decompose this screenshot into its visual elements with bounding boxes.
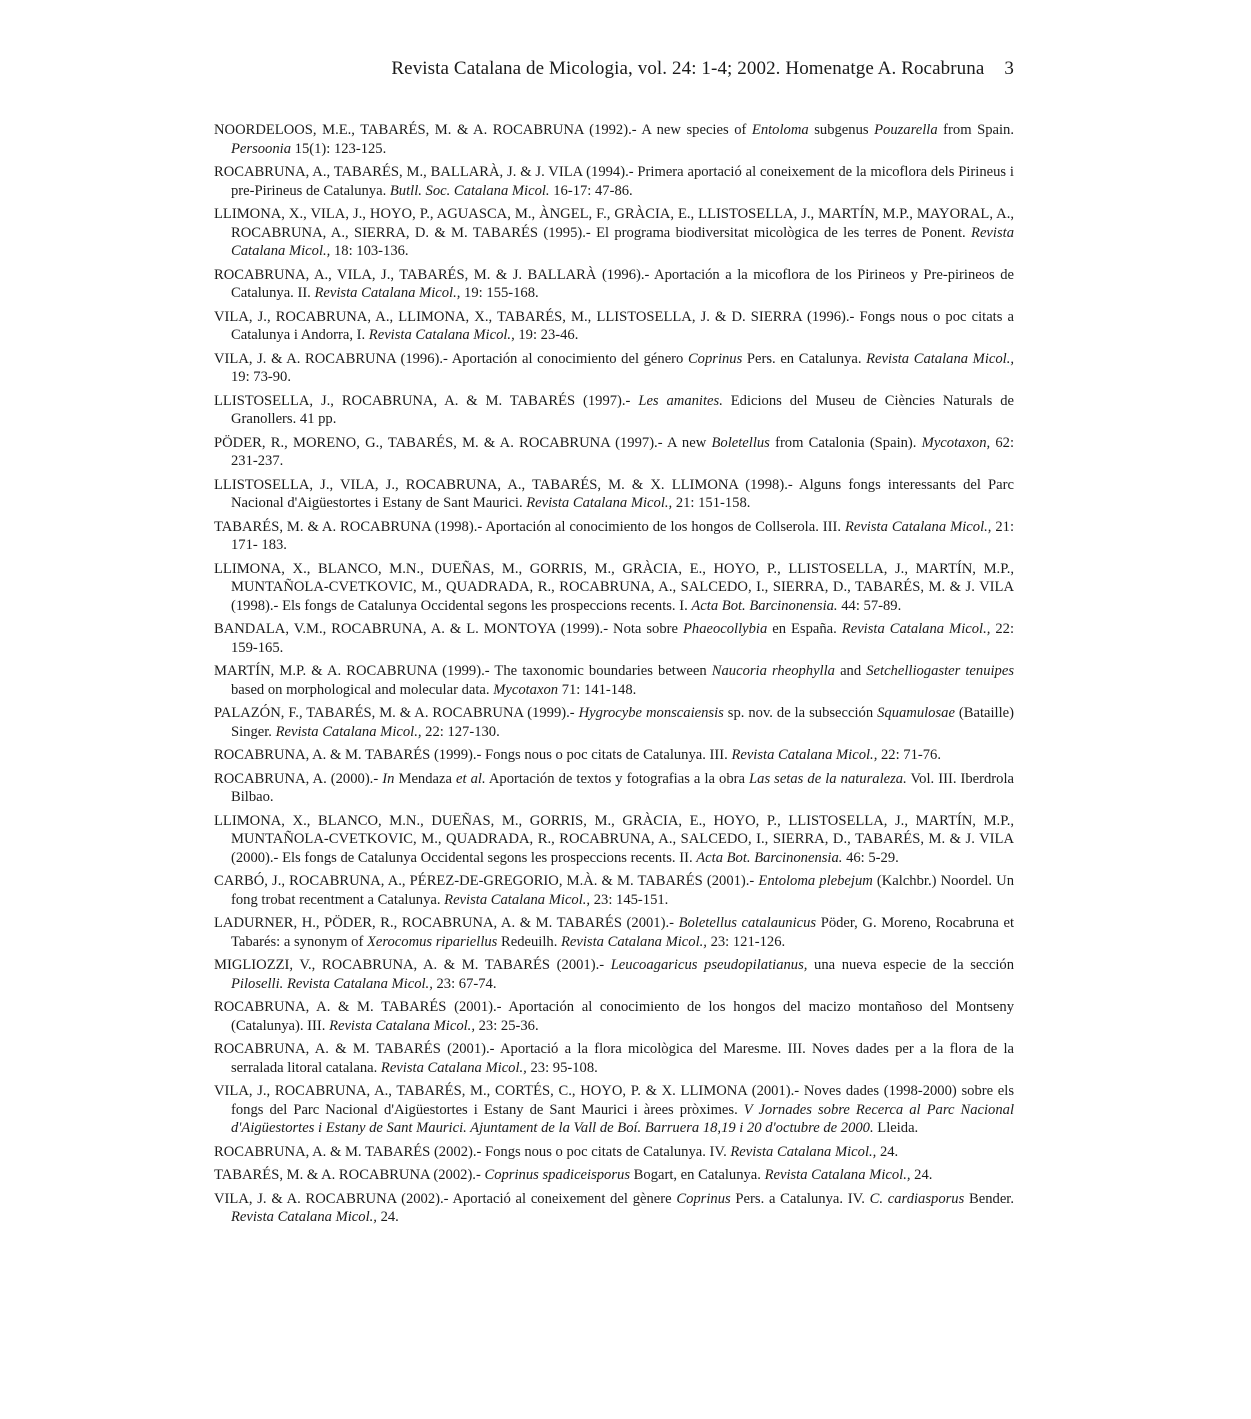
reference-text: ROCABRUNA, A. & M. TABARÉS (2001).- Aportación al conocimiento de los hongos del macizo montañoso del Montseny (Catalunya). III. bbox=[214, 999, 1014, 1034]
reference-entry bbox=[214, 560, 1014, 616]
reference-text: VILA, J., ROCABRUNA, A., TABARÉS, M., CORTÉS, C., HOYO, P. & X. LLIMONA (2001).- Noves dades (1998-2000) sobre els fongs del Parc Nacional d'Aigüestortes i Estany de Sant Maurici i àrees pròximes. bbox=[214, 1083, 1014, 1118]
reference-italic-text: Revista Catalana Micol., bbox=[380, 1059, 527, 1076]
reference-text: LLIMONA, X., BLANCO, M.N., DUEÑAS, M., GORRIS, M., GRÀCIA, E., HOYO, P., LLISTOSELLA, J., MARTÍN, M.P., MUNTAÑOLA-CVETKOVIC, M., QUADRADA, R., ROCABRUNA, A., SALCEDO, I., SIERRA, D., TABARÉS, M. & J. VILA (2000).- Els fongs de Catalunya Occidental segons les prospeccions recents. II. bbox=[214, 812, 1014, 866]
reference-text: from Spain. bbox=[937, 122, 1014, 138]
reference-text: ROCABRUNA, A., VILA, J., TABARÉS, M. & J. BALLARÀ (1996).- Aportación a la micoflora de los Pirineos y Pre-pirineos de Catalunya. II. bbox=[214, 266, 1014, 301]
reference-entry bbox=[214, 620, 1014, 657]
reference-text: 22: 127-130. bbox=[421, 723, 500, 740]
reference-italic-text: Revista Catalana Micol., bbox=[314, 285, 461, 301]
reference-text: 23: 25-36. bbox=[474, 1017, 539, 1034]
reference-italic-text: In bbox=[382, 770, 395, 787]
reference-text: based on morphological and molecular data. bbox=[231, 681, 494, 698]
reference-text: 24. bbox=[376, 1209, 399, 1225]
reference-entry bbox=[214, 746, 1014, 765]
reference-text: LLISTOSELLA, J., VILA, J., ROCABRUNA, A., TABARÉS, M. & X. LLIMONA (1998).- Alguns fongs interessants del Parc Nacional d'Aigüestortes i Estany de Sant Maurici. bbox=[214, 476, 1014, 511]
page-number: 3 bbox=[1004, 58, 1014, 79]
reference-text: ROCABRUNA, A. & M. TABARÉS (2002).- Fongs nous o poc citats de Catalunya. IV. bbox=[214, 1143, 731, 1160]
reference-italic-text: Mycotaxon, bbox=[921, 434, 991, 451]
reference-entry bbox=[214, 350, 1014, 387]
reference-italic-text: Revista Catalana Micol., bbox=[730, 1143, 877, 1160]
reference-italic-text: Entoloma plebejum bbox=[758, 873, 873, 889]
reference-text: 23: 95-108. bbox=[526, 1059, 598, 1076]
reference-italic-text: Revista Catalana Micol., bbox=[844, 518, 992, 535]
running-header bbox=[0, 58, 1014, 80]
reference-text: ROCABRUNA, A. & M. TABARÉS (2001).- Aportació a la flora micològica del Maresme. III. Noves dades per a la flora de la serralada litoral catalana. bbox=[214, 1041, 1014, 1076]
reference-italic-text: Leucoagaricus pseudopilatianus, bbox=[610, 957, 808, 973]
reference-text: 19: 23-46. bbox=[514, 327, 579, 343]
reference-text: ROCABRUNA, A. & M. TABARÉS (1999).- Fongs nous o poc citats de Catalunya. III. bbox=[214, 747, 732, 763]
reference-text: 21: 151-158. bbox=[672, 495, 751, 511]
reference-text: 21: 171- 183. bbox=[231, 518, 1014, 553]
reference-entry bbox=[214, 1190, 1014, 1227]
reference-text: Edicions del Museu de Ciències Naturals de Granollers. 41 pp. bbox=[231, 392, 1014, 427]
reference-text: Lleida. bbox=[873, 1120, 919, 1136]
reference-text: Redeuilh. bbox=[497, 933, 561, 950]
reference-text: TABARÉS, M. & A. ROCABRUNA (2002).- bbox=[214, 1167, 485, 1183]
reference-text: ROCABRUNA, A. (2000).- bbox=[214, 770, 383, 787]
reference-italic-text: Revista Catalana Micol., bbox=[275, 723, 422, 740]
reference-text: from Catalonia (Spain). bbox=[769, 434, 922, 451]
reference-text: 23: 145-151. bbox=[590, 891, 669, 908]
reference-italic-text: Boletellus bbox=[711, 434, 770, 451]
reference-text: 44: 57-89. bbox=[837, 597, 902, 614]
reference-italic-text: Revista Catalana Micol., bbox=[231, 224, 1014, 259]
reference-list bbox=[214, 121, 1014, 1232]
reference-text: 62: 231-237. bbox=[231, 434, 1015, 469]
reference-italic-text: Revista Catalana Micol., bbox=[329, 1017, 475, 1034]
reference-text: (Bataille) Singer. bbox=[231, 705, 1014, 740]
reference-italic-text: Coprinus bbox=[676, 1190, 731, 1207]
reference-text: una nueva especie de la sección bbox=[807, 957, 1014, 973]
reference-italic-text: Acta Bot. Barcinonensia. bbox=[691, 597, 838, 614]
reference-text: sp. nov. de la subsección bbox=[723, 705, 878, 721]
reference-italic-text: Mycotaxon bbox=[493, 681, 559, 698]
reference-text: Aportación de textos y fotografias a la obra bbox=[485, 770, 750, 787]
reference-text: 19: 155-168. bbox=[460, 285, 539, 301]
reference-text: TABARÉS, M. & A. ROCABRUNA (1998).- Aportación al conocimiento de los hongos de Collserola. III. bbox=[214, 518, 845, 535]
reference-text: NOORDELOOS, M.E., TABARÉS, M. & A. ROCABRUNA (1992).- A new species of bbox=[214, 122, 752, 138]
reference-entry bbox=[214, 392, 1014, 429]
reference-italic-text: Revista Catalana Micol., bbox=[731, 747, 878, 763]
reference-italic-text: Coprinus bbox=[687, 350, 743, 367]
reference-italic-text: Entoloma bbox=[751, 122, 809, 138]
reference-text: VILA, J. & A. ROCABRUNA (2002).- Aportació al coneixement del gènere bbox=[214, 1190, 677, 1207]
reference-italic-text: Revista Catalana Micol., bbox=[561, 933, 707, 950]
reference-text: LLISTOSELLA, J., ROCABRUNA, A. & M. TABARÉS (1997).- bbox=[214, 392, 639, 409]
reference-italic-text: Revista Catalana Micol., bbox=[368, 327, 515, 343]
reference-entry bbox=[214, 956, 1014, 993]
reference-text: 23: 67-74. bbox=[432, 975, 497, 992]
reference-text: 23: 121-126. bbox=[706, 933, 786, 950]
reference-text: VILA, J., ROCABRUNA, A., LLIMONA, X., TABARÉS, M., LLISTOSELLA, J. & D. SIERRA (1996).- Fongs nous o poc citats a Catalunya i Andorra, I. bbox=[214, 308, 1014, 343]
reference-italic-text: Revista Catalana Micol., bbox=[231, 1209, 377, 1225]
reference-italic-text: Piloselli. Revista Catalana Micol., bbox=[231, 975, 433, 992]
reference-italic-text: Xerocomus ripariellus bbox=[366, 933, 498, 950]
reference-text: PÖDER, R., MORENO, G., TABARÉS, M. & A. ROCABRUNA (1997).- A new bbox=[214, 434, 712, 451]
reference-italic-text: C. cardiasporus bbox=[869, 1190, 965, 1207]
reference-text: 46: 5-29. bbox=[842, 849, 899, 866]
reference-text: Bender. bbox=[964, 1190, 1015, 1207]
reference-entry bbox=[214, 914, 1014, 951]
reference-italic-text: Pouzarella bbox=[874, 122, 938, 138]
reference-text: 19: 73-90. bbox=[231, 369, 291, 385]
reference-text: Vol. III. Iberdrola Bilbao. bbox=[231, 770, 1014, 805]
reference-text: 16-17: 47-86. bbox=[549, 182, 633, 199]
reference-entry bbox=[214, 1143, 1014, 1162]
reference-text: 22: 71-76. bbox=[877, 747, 942, 763]
reference-entry bbox=[214, 770, 1014, 807]
reference-italic-text: Hygrocybe monscaiensis bbox=[578, 705, 724, 721]
reference-italic-text: Las setas de la naturaleza. bbox=[749, 770, 907, 787]
reference-text: VILA, J. & A. ROCABRUNA (1996).- Aportación al conocimiento del género bbox=[214, 350, 688, 367]
reference-italic-text: Revista Catalana Micol., bbox=[764, 1167, 911, 1183]
reference-text: LLIMONA, X., VILA, J., HOYO, P., AGUASCA, M., ÀNGEL, F., GRÀCIA, E., LLISTOSELLA, J., MARTÍN, M.P., MAYORAL, A., ROCABRUNA, A., SIERRA, D. & M. TABARÉS (1995).- El programa biodiversitat micològica de les terres de Ponent. bbox=[214, 206, 1014, 241]
reference-entry bbox=[214, 872, 1014, 909]
reference-text: Bogart, en Catalunya. bbox=[630, 1167, 765, 1183]
reference-italic-text: Persoonia bbox=[231, 140, 291, 157]
reference-italic-text: Setchelliogaster tenuipes bbox=[866, 663, 1015, 679]
reference-text: 15(1): 123-125. bbox=[291, 140, 387, 157]
running-title: Revista Catalana de Micologia, vol. 24: 1-4; 2002. Homenatge A. Rocabruna bbox=[391, 58, 985, 79]
reference-italic-text: Boletellus catalaunicus bbox=[678, 915, 817, 931]
reference-text: MIGLIOZZI, V., ROCABRUNA, A. & M. TABARÉS (2001).- bbox=[214, 957, 611, 973]
reference-italic-text: Revista Catalana Micol., bbox=[866, 350, 1014, 367]
reference-entry bbox=[214, 704, 1014, 741]
reference-text: LADURNER, H., PÖDER, R., ROCABRUNA, A. & M. TABARÉS (2001).- bbox=[214, 915, 679, 931]
reference-entry bbox=[214, 1040, 1014, 1077]
reference-italic-text: Revista Catalana Micol., bbox=[444, 891, 591, 908]
reference-italic-text: Acta Bot. Barcinonensia. bbox=[696, 849, 843, 866]
reference-entry bbox=[214, 308, 1014, 345]
reference-italic-text: Phaeocollybia bbox=[682, 621, 768, 637]
reference-text: (Kalchbr.) Noordel. Un fong trobat recentment a Catalunya. bbox=[231, 873, 1014, 908]
reference-text: ROCABRUNA, A., TABARÉS, M., BALLARÀ, J. & J. VILA (1994).- Primera aportació al coneixement de la micoflora dels Pirineus i pre-Pirineus de Catalunya. bbox=[214, 164, 1014, 199]
reference-text: 18: 103-136. bbox=[330, 243, 409, 259]
reference-italic-text: Naucoria rheophylla bbox=[711, 663, 835, 679]
reference-text: LLIMONA, X., BLANCO, M.N., DUEÑAS, M., GORRIS, M., GRÀCIA, E., HOYO, P., LLISTOSELLA, J., MARTÍN, M.P., MUNTAÑOLA-CVETKOVIC, M., QUADRADA, R., ROCABRUNA, A., SALCEDO, I., SIERRA, D., TABARÉS, M. & J. VILA (1998).- Els fongs de Catalunya Occidental segons les prospeccions recents. I. bbox=[214, 560, 1014, 614]
reference-entry bbox=[214, 1166, 1014, 1185]
reference-entry bbox=[214, 518, 1014, 555]
reference-text: 22: 159-165. bbox=[231, 621, 1015, 656]
reference-entry bbox=[214, 266, 1014, 303]
reference-entry bbox=[214, 476, 1014, 513]
reference-italic-text: V Jornades sobre Recerca al Parc Nacional d'Aigüestortes i Estany de Sant Maurici. Ajuntament de la Vall de Boí. Barruera 18,19 i 20 d'octubre de 2000. bbox=[231, 1101, 1014, 1136]
reference-entry bbox=[214, 163, 1014, 200]
reference-text: CARBÓ, J., ROCABRUNA, A., PÉREZ-DE-GREGORIO, M.À. & M. TABARÉS (2001).- bbox=[214, 873, 759, 889]
reference-entry bbox=[214, 662, 1014, 699]
reference-italic-text: Revista Catalana Micol., bbox=[841, 621, 991, 637]
reference-entry bbox=[214, 812, 1014, 868]
reference-text: and bbox=[834, 663, 867, 679]
reference-text: PALAZÓN, F., TABARÉS, M. & A. ROCABRUNA (1999).- bbox=[214, 705, 579, 721]
reference-text: Mendaza bbox=[394, 770, 457, 787]
reference-text: BANDALA, V.M., ROCABRUNA, A. & L. MONTOYA (1999).- Nota sobre bbox=[214, 621, 683, 637]
reference-italic-text: Revista Catalana Micol., bbox=[526, 495, 673, 511]
reference-entry bbox=[214, 205, 1014, 261]
reference-text: Pöder, G. Moreno, Rocabruna et Tabarés: a synonym of bbox=[231, 915, 1014, 950]
reference-entry bbox=[214, 121, 1014, 158]
reference-text: subgenus bbox=[808, 122, 875, 138]
reference-italic-text: et al. bbox=[456, 770, 486, 787]
reference-italic-text: Butll. Soc. Catalana Micol. bbox=[389, 182, 550, 199]
reference-entry bbox=[214, 1082, 1014, 1138]
reference-text: 24. bbox=[876, 1143, 899, 1160]
reference-italic-text: Les amanites. bbox=[638, 392, 723, 409]
reference-italic-text: Squamulosae bbox=[877, 705, 955, 721]
reference-text: en España. bbox=[767, 621, 842, 637]
reference-text: MARTÍN, M.P. & A. ROCABRUNA (1999).- The taxonomic boundaries between bbox=[214, 663, 712, 679]
reference-text: 24. bbox=[910, 1167, 933, 1183]
reference-text: Pers. a Catalunya. IV. bbox=[730, 1190, 870, 1207]
reference-entry bbox=[214, 434, 1014, 471]
reference-text: Pers. en Catalunya. bbox=[742, 350, 867, 367]
reference-text: 71: 141-148. bbox=[558, 681, 637, 698]
reference-entry bbox=[214, 998, 1014, 1035]
reference-italic-text: Coprinus spadiceisporus bbox=[484, 1167, 631, 1183]
